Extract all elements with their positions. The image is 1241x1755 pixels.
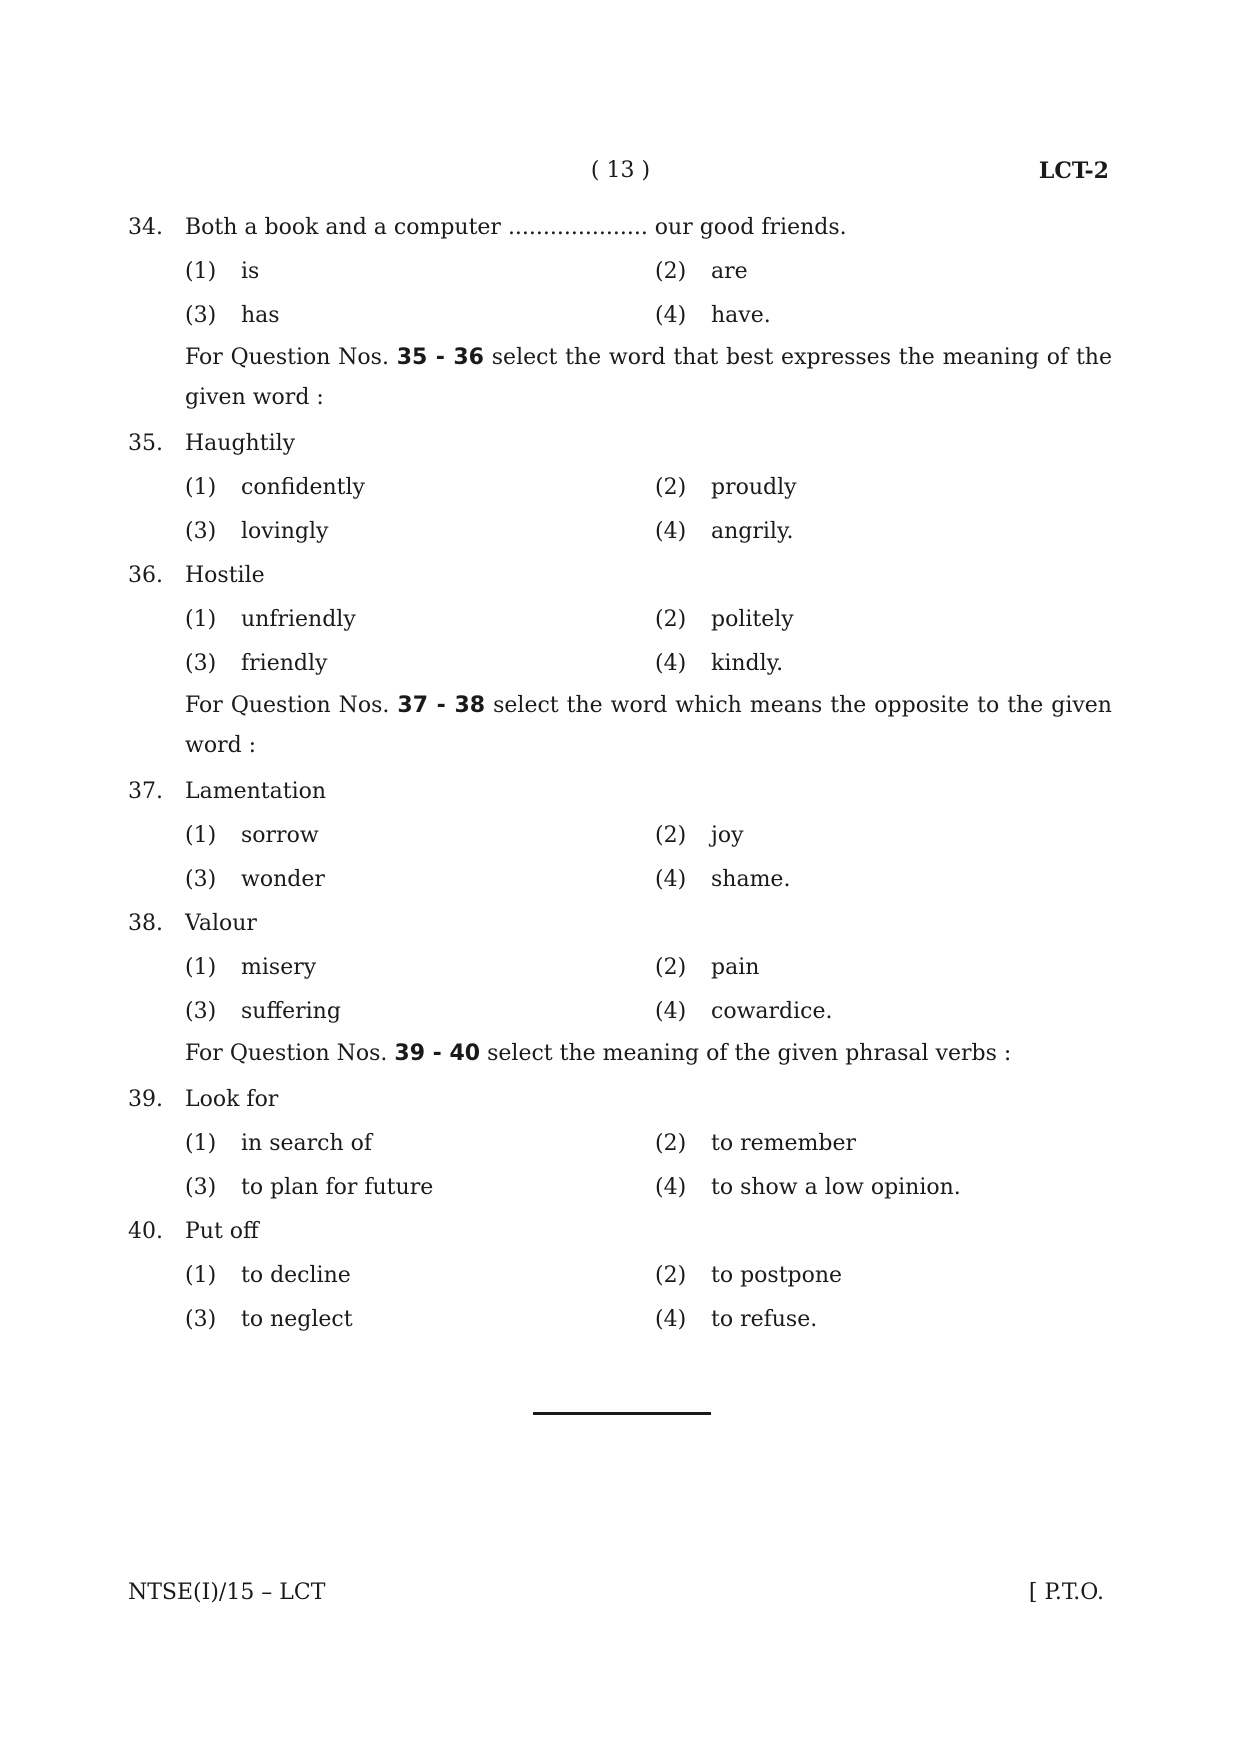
question-38 [128,902,1112,946]
question-range: 35 - 36 [396,345,484,370]
end-divider [533,1412,711,1415]
instruction-35-36: For Question Nos. 35 - 36 select the word that best expresses the meaning of the [185,345,1112,370]
question-number: 37. [128,779,163,804]
option-text: proudly [711,475,797,500]
question-text: Haughtily [185,431,296,456]
options-row [128,598,1112,642]
question-text: Hostile [185,563,265,588]
options-row [128,946,1112,990]
option-text: politely [711,607,794,632]
option-text: to neglect [241,1307,353,1332]
question-number: 39. [128,1087,163,1112]
option-number: (2) [655,1131,687,1156]
option-number: (2) [655,259,687,284]
option-text: sorrow [241,823,319,848]
option-number: (1) [185,1263,217,1288]
instruction-39-40: For Question Nos. 39 - 40 select the meaning of the given phrasal verbs : [185,1041,1012,1066]
instruction-37-38-cont: word : [185,733,257,758]
options-row [128,1122,1112,1166]
question-40 [128,1210,1112,1254]
question-number: 40. [128,1219,163,1244]
question-number: 38. [128,911,163,936]
options-row [128,858,1112,902]
footer-paper-id: NTSE(I)/15 – LCT [128,1580,326,1605]
option-text: shame. [711,867,791,892]
option-text: lovingly [241,519,329,544]
option-number: (3) [185,1175,217,1200]
options-row [128,1254,1112,1298]
option-number: (1) [185,955,217,980]
page-number: ( 13 ) [590,158,651,183]
question-text: Lamentation [185,779,327,804]
question-number: 35. [128,431,163,456]
question-text: Valour [185,911,257,936]
option-text: to show a low opinion. [711,1175,961,1200]
option-text: to postpone [711,1263,843,1288]
option-number: (4) [655,1175,687,1200]
option-text: in search of [241,1131,373,1156]
option-text: confidently [241,475,365,500]
question-39 [128,1078,1112,1122]
question-36 [128,554,1112,598]
option-number: (1) [185,823,217,848]
footer-pto: [ P.T.O. [1028,1580,1104,1605]
question-text: Put off [185,1219,259,1244]
option-number: (3) [185,651,217,676]
option-number: (2) [655,1263,687,1288]
option-number: (1) [185,259,217,284]
options-row [128,814,1112,858]
option-number: (3) [185,999,217,1024]
option-number: (1) [185,475,217,500]
options-row [128,990,1112,1034]
option-text: suffering [241,999,341,1024]
option-text: has [241,303,280,328]
option-number: (1) [185,1131,217,1156]
option-text: wonder [241,867,325,892]
options-row [128,466,1112,510]
option-text: to remember [711,1131,856,1156]
instruction-35-36-cont: given word : [185,385,324,410]
question-range: 37 - 38 [397,693,486,718]
option-number: (1) [185,607,217,632]
option-number: (4) [655,519,687,544]
options-row [128,250,1112,294]
option-number: (3) [185,303,217,328]
option-number: (4) [655,867,687,892]
option-number: (3) [185,519,217,544]
question-number: 34. [128,215,163,240]
options-row [128,1298,1112,1342]
option-text: unfriendly [241,607,356,632]
option-text: joy [711,823,744,848]
options-row [128,1166,1112,1210]
instruction-37-38: For Question Nos. 37 - 38 select the word which means the opposite to the given [185,693,1112,718]
options-row [128,510,1112,554]
option-text: friendly [241,651,328,676]
option-text: to refuse. [711,1307,818,1332]
option-text: angrily. [711,519,794,544]
option-text: have. [711,303,771,328]
options-row [128,294,1112,338]
question-range: 39 - 40 [394,1041,481,1066]
options-row [128,642,1112,686]
paper-code: LCT-2 [1038,158,1109,184]
question-text: Both a book and a computer .................... our good friends. [185,215,847,240]
question-35 [128,422,1112,466]
option-number: (4) [655,303,687,328]
question-34 [128,206,1112,250]
option-number: (2) [655,955,687,980]
question-text: Look for [185,1087,279,1112]
option-text: kindly. [711,651,784,676]
option-text: pain [711,955,760,980]
option-text: to plan for future [241,1175,434,1200]
option-number: (4) [655,999,687,1024]
option-number: (4) [655,1307,687,1332]
option-number: (2) [655,823,687,848]
option-text: are [711,259,748,284]
option-number: (2) [655,475,687,500]
question-37 [128,770,1112,814]
question-number: 36. [128,563,163,588]
option-number: (3) [185,1307,217,1332]
option-text: misery [241,955,317,980]
option-text: is [241,259,260,284]
option-number: (4) [655,651,687,676]
option-text: cowardice. [711,999,833,1024]
option-text: to decline [241,1263,351,1288]
question-list [128,206,1112,1342]
option-number: (3) [185,867,217,892]
option-number: (2) [655,607,687,632]
